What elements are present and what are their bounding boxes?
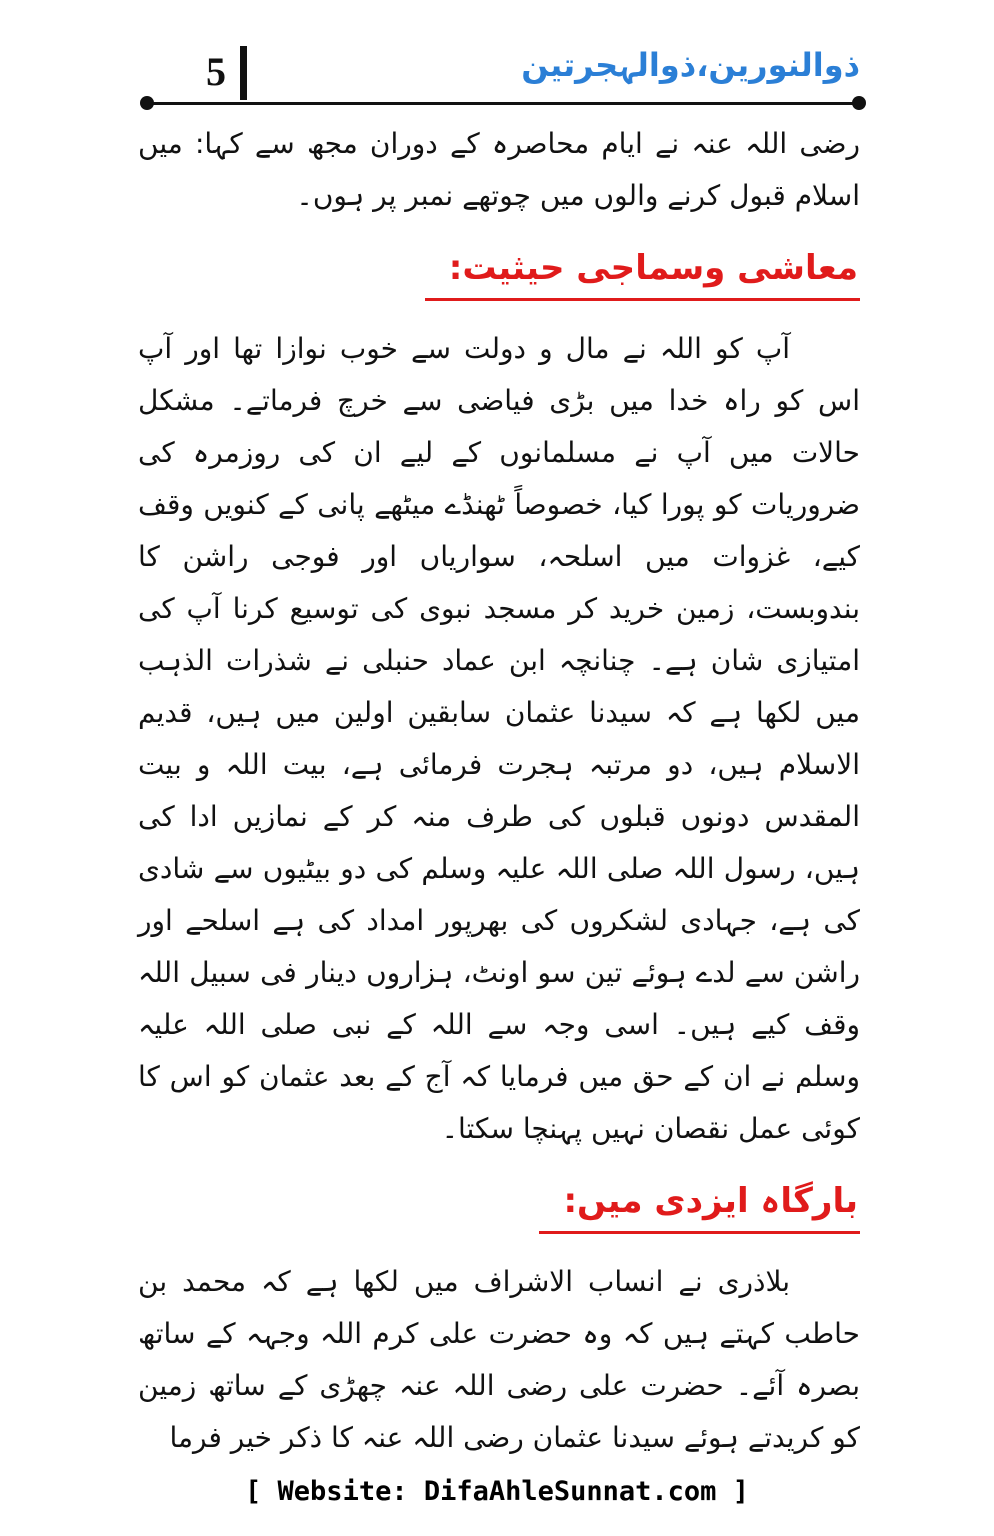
section-heading-economic-social: معاشی وسماجی حیثیت:	[425, 240, 860, 301]
page-number-divider	[240, 46, 247, 100]
section-heading-divine-court: بارگاہ ایزدی میں:	[539, 1173, 860, 1234]
header-rule	[148, 102, 860, 105]
page-header	[140, 40, 860, 108]
page-number: 5	[206, 49, 226, 94]
section-divine-court	[138, 1173, 860, 1234]
header-rule-right-dot	[852, 96, 866, 110]
divine-court-paragraph: بلاذری نے انساب الاشراف میں لکھا ہے کہ محمد بن حاطب کہتے ہیں کہ وہ حضرت علی کرم اللہ وجہہ کے ساتھ بصرہ آئے۔ حضرت علی رضی اللہ عنہ چھڑی کے ساتھ زمین کو کریدتے ہوئے سیدنا عثمان رضی اللہ عنہ کا ذکر خیر فرما	[138, 1265, 860, 1454]
page-body	[138, 118, 860, 1482]
website-footer: [ Website: DifaAhleSunnat.com ]	[245, 1476, 749, 1507]
book-title: ذوالنورین،ذوالہجرتین	[521, 46, 860, 84]
section-economic-social	[138, 240, 860, 301]
economic-social-paragraph: آپ کو اللہ نے مال و دولت سے خوب نوازا تھا اور آپ اس کو راہ خدا میں بڑی فیاضی سے خرچ فرماتے۔ مشکل حالات میں آپ نے مسلمانوں کے لیے ان کی روزمرہ کی ضروریات کو پورا کیا، خصوصاً ٹھنڈے میٹھے پانی کے کنویں وقف کیے، غزوات میں اسلحہ، سواریاں اور فوجی راشن کا بندوبست، زمین خرید کر مسجد نبوی کی توسیع کرنا آپ کی امتیازی شان ہے۔ چنانچہ ابن عماد حنبلی نے شذرات الذہب میں لکھا ہے کہ سیدنا عثمان سابقین اولین میں ہیں، قدیم الاسلام ہیں، دو مرتبہ ہجرت فرمائی ہے، بیت اللہ و بیت المقدس دونوں قبلوں کی طرف منہ کر کے نمازیں ادا کی ہیں، رسول اللہ صلی اللہ علیہ وسلم کی دو بیٹیوں سے شادی کی ہے، جہادی لشکروں کی بھرپور امداد کی ہے اسلحے اور راشن سے لدے ہوئے تین سو اونٹ، ہزاروں دینار فی سبیل اللہ وقف کیے ہیں۔ اسی وجہ سے اللہ کے نبی صلی اللہ علیہ وسلم نے ان کے حق میں فرمایا کہ آج کے بعد عثمان کو اس کا کوئی عمل نقصان نہیں پہنچا سکتا۔	[138, 332, 860, 1145]
intro-paragraph: رضی اللہ عنہ نے ایام محاصرہ کے دوران مجھ سے کہا: میں اسلام قبول کرنے والوں میں چوتھے نمبر پر ہوں۔	[138, 127, 860, 212]
header-rule-left-dot	[140, 96, 154, 110]
